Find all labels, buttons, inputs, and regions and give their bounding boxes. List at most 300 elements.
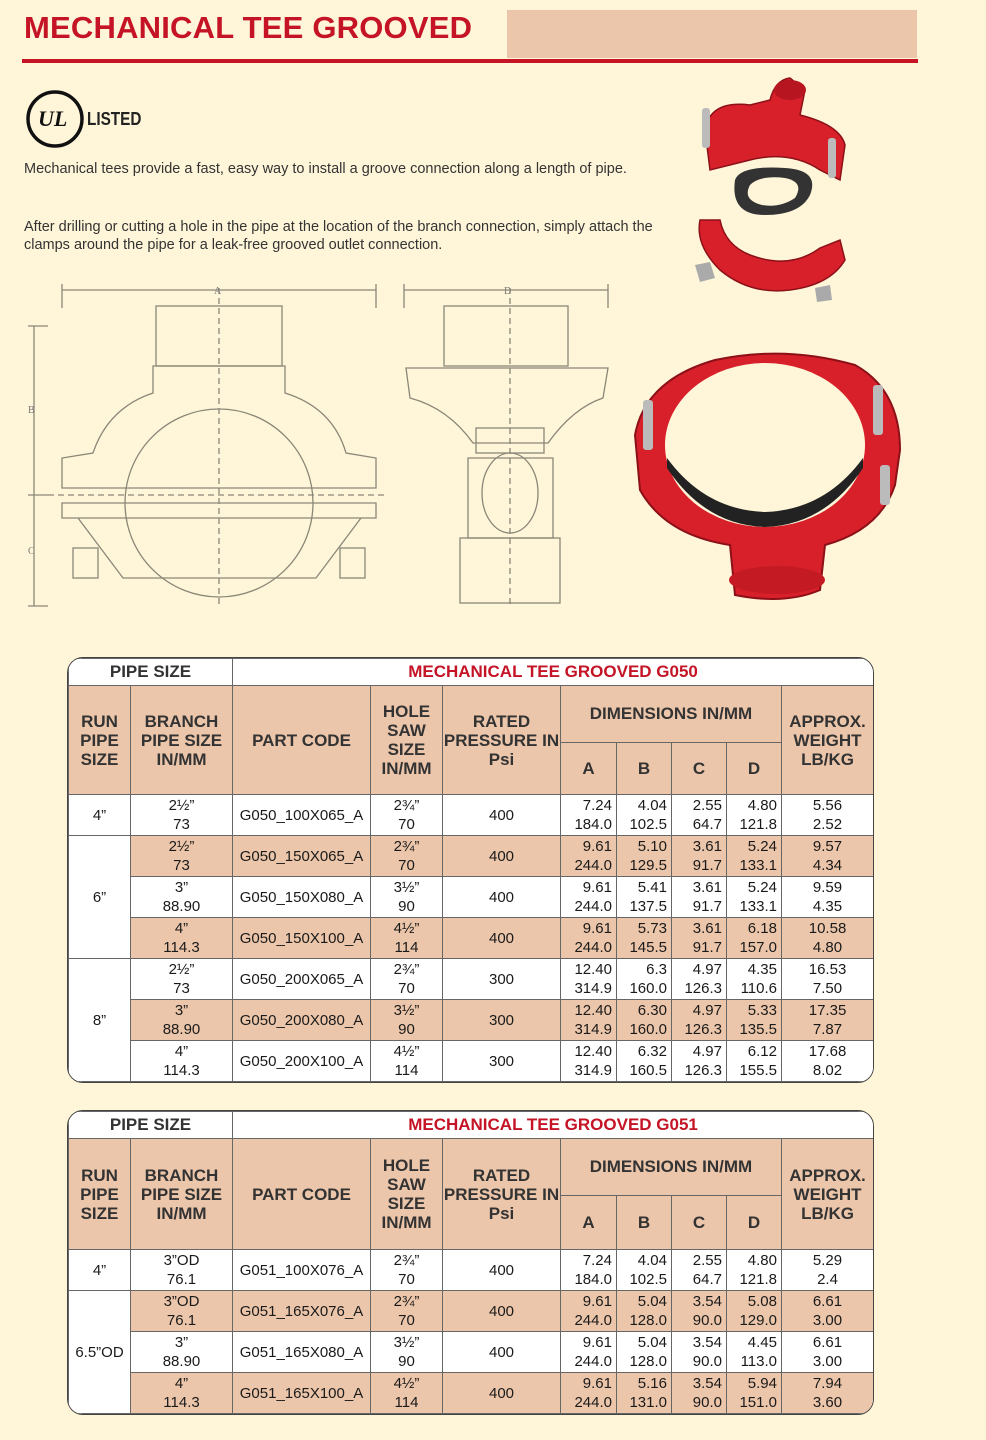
dim-a-cell-in: 9.61 bbox=[582, 838, 612, 855]
assembled-tee-photo bbox=[625, 340, 910, 610]
dim-d-cell-in: 4.35 bbox=[747, 961, 777, 978]
dim-b-cell bbox=[617, 795, 672, 836]
dim-d-header: D bbox=[727, 1196, 782, 1250]
dim-d-cell-in: 4.80 bbox=[747, 1252, 777, 1269]
part-code-cell: G050_200X100_A bbox=[233, 1041, 371, 1082]
table-row bbox=[69, 1250, 874, 1291]
table-row bbox=[69, 1000, 874, 1041]
title-band bbox=[507, 10, 917, 58]
table-row bbox=[69, 1041, 874, 1082]
dim-a-cell-mm: 244.0 bbox=[574, 1312, 612, 1329]
hole-saw-size-header: HOLE SAW SIZE IN/MM bbox=[371, 686, 443, 795]
dim-b-cell-in: 5.73 bbox=[637, 920, 667, 937]
dim-c-cell-in: 3.54 bbox=[692, 1334, 722, 1351]
dim-b-cell-mm: 102.5 bbox=[629, 1271, 667, 1288]
spec-table-g050 bbox=[67, 657, 874, 1083]
weight-cell bbox=[782, 1291, 874, 1332]
dim-a-cell-mm: 314.9 bbox=[574, 980, 612, 997]
hole-saw-cell-in: 2¾” bbox=[393, 1293, 420, 1310]
dim-c-cell bbox=[672, 836, 727, 877]
dim-c-cell bbox=[672, 1291, 727, 1332]
dim-b-cell-mm: 137.5 bbox=[629, 898, 667, 915]
dim-d-cell-in: 5.24 bbox=[747, 879, 777, 896]
dim-c-cell-mm: 91.7 bbox=[692, 898, 722, 915]
table-row bbox=[69, 836, 874, 877]
hole-saw-cell-mm: 70 bbox=[398, 980, 415, 997]
hole-saw-cell-in: 3½” bbox=[393, 1334, 420, 1351]
dim-a-cell-in: 12.40 bbox=[574, 1043, 612, 1060]
dim-c-cell-in: 4.97 bbox=[692, 1002, 722, 1019]
dim-a-cell-mm: 244.0 bbox=[574, 939, 612, 956]
dim-c-cell-mm: 126.3 bbox=[684, 1021, 722, 1038]
dim-a-header: A bbox=[561, 1196, 617, 1250]
drawing-label-b: B bbox=[28, 405, 35, 416]
hole-saw-cell bbox=[371, 1373, 443, 1414]
dim-a-cell bbox=[561, 1041, 617, 1082]
weight-cell-mm: 2.52 bbox=[812, 816, 843, 833]
pressure-cell: 400 bbox=[443, 1291, 561, 1332]
run-pipe-size-cell: 8” bbox=[69, 959, 131, 1082]
dim-d-cell bbox=[727, 1250, 782, 1291]
dim-a-cell-in: 7.24 bbox=[582, 797, 612, 814]
drawing-label-a: A bbox=[214, 286, 222, 297]
dim-b-cell-mm: 131.0 bbox=[629, 1394, 667, 1411]
weight-cell-mm: 7.87 bbox=[812, 1021, 843, 1038]
weight-cell-in: 6.61 bbox=[812, 1334, 843, 1351]
dim-b-cell-mm: 160.0 bbox=[629, 980, 667, 997]
dim-b-cell bbox=[617, 877, 672, 918]
dim-a-cell bbox=[561, 877, 617, 918]
part-code-cell: G051_165X076_A bbox=[233, 1291, 371, 1332]
dim-a-cell-in: 9.61 bbox=[582, 1375, 612, 1392]
hole-saw-cell-in: 3½” bbox=[393, 879, 420, 896]
table-row bbox=[69, 918, 874, 959]
dim-b-cell bbox=[617, 1000, 672, 1041]
dim-c-cell-in: 2.55 bbox=[692, 1252, 722, 1269]
dim-b-cell bbox=[617, 1041, 672, 1082]
branch-size-cell-in: 3” bbox=[174, 879, 189, 896]
dim-b-cell bbox=[617, 959, 672, 1000]
branch-size-cell bbox=[131, 836, 233, 877]
dim-d-cell-mm: 129.0 bbox=[739, 1312, 777, 1329]
hole-saw-cell bbox=[371, 1000, 443, 1041]
dim-c-cell-in: 4.97 bbox=[692, 1043, 722, 1060]
hole-saw-cell-in: 3½” bbox=[393, 1002, 420, 1019]
weight-cell-in: 9.57 bbox=[812, 838, 843, 855]
dim-c-header: C bbox=[672, 743, 727, 795]
branch-size-cell bbox=[131, 1291, 233, 1332]
dim-d-cell-mm: 113.0 bbox=[740, 1353, 777, 1370]
dim-c-cell bbox=[672, 1332, 727, 1373]
weight-cell-mm: 8.02 bbox=[812, 1062, 843, 1079]
part-code-header: PART CODE bbox=[233, 686, 371, 795]
dim-c-cell-in: 2.55 bbox=[692, 797, 722, 814]
weight-cell-in: 5.29 bbox=[812, 1252, 843, 1269]
dim-d-cell-in: 5.24 bbox=[747, 838, 777, 855]
branch-size-cell-mm: 76.1 bbox=[166, 1271, 197, 1288]
dim-d-cell-mm: 121.8 bbox=[739, 1271, 777, 1288]
hole-saw-cell-in: 2¾” bbox=[393, 961, 420, 978]
dim-a-header: A bbox=[561, 743, 617, 795]
branch-size-cell-mm: 88.90 bbox=[162, 898, 201, 915]
branch-size-cell-in: 2½” bbox=[168, 838, 195, 855]
dim-a-cell-mm: 314.9 bbox=[574, 1021, 612, 1038]
dim-d-cell-in: 4.80 bbox=[747, 797, 777, 814]
dim-b-cell bbox=[617, 836, 672, 877]
branch-pipe-size-header: BRANCH PIPE SIZE IN/MM bbox=[131, 1139, 233, 1250]
intro-paragraph-1: Mechanical tees provide a fast, easy way to install a groove connection along a length of pipe. bbox=[24, 161, 627, 177]
weight-cell-in: 17.68 bbox=[808, 1043, 847, 1060]
part-code-cell: G050_100X065_A bbox=[233, 795, 371, 836]
dim-a-cell-mm: 314.9 bbox=[574, 1062, 612, 1079]
weight-cell-in: 7.94 bbox=[812, 1375, 843, 1392]
hole-saw-cell bbox=[371, 1250, 443, 1291]
spec-table-g051 bbox=[67, 1110, 874, 1415]
weight-cell bbox=[782, 877, 874, 918]
dim-c-cell bbox=[672, 1000, 727, 1041]
hole-saw-cell bbox=[371, 877, 443, 918]
weight-cell bbox=[782, 1373, 874, 1414]
weight-cell bbox=[782, 918, 874, 959]
hole-saw-cell-mm: 70 bbox=[398, 1312, 415, 1329]
run-pipe-size-cell: 4” bbox=[69, 795, 131, 836]
dimension-drawing bbox=[28, 278, 618, 613]
dim-b-cell-in: 5.10 bbox=[637, 838, 667, 855]
branch-size-cell bbox=[131, 877, 233, 918]
dim-c-cell-mm: 90.0 bbox=[692, 1353, 722, 1370]
dim-a-cell-in: 7.24 bbox=[582, 1252, 612, 1269]
dim-d-cell-mm: 133.1 bbox=[739, 898, 777, 915]
drawing-label-c: C bbox=[28, 546, 35, 557]
weight-cell-mm: 4.34 bbox=[812, 857, 843, 874]
drawing-label-d: D bbox=[504, 286, 512, 297]
pressure-cell: 400 bbox=[443, 1332, 561, 1373]
dim-d-cell-mm: 151.0 bbox=[739, 1394, 777, 1411]
branch-size-cell bbox=[131, 918, 233, 959]
part-code-cell: G050_150X100_A bbox=[233, 918, 371, 959]
dim-d-cell-in: 5.08 bbox=[747, 1293, 777, 1310]
branch-size-cell-in: 4” bbox=[174, 920, 189, 937]
hole-saw-cell bbox=[371, 836, 443, 877]
dim-b-cell-mm: 102.5 bbox=[629, 816, 667, 833]
dim-b-cell-in: 6.32 bbox=[637, 1043, 667, 1060]
dim-c-cell-mm: 64.7 bbox=[692, 816, 722, 833]
page-title: MECHANICAL TEE GROOVED bbox=[24, 10, 473, 45]
weight-cell bbox=[782, 836, 874, 877]
pipe-size-header: PIPE SIZE bbox=[69, 1112, 233, 1139]
weight-cell-in: 6.61 bbox=[812, 1293, 843, 1310]
dim-d-cell bbox=[727, 836, 782, 877]
hole-saw-cell-mm: 114 bbox=[394, 1062, 419, 1079]
dim-c-cell-mm: 91.7 bbox=[692, 857, 722, 874]
branch-size-cell bbox=[131, 1000, 233, 1041]
dim-d-cell-in: 4.45 bbox=[747, 1334, 777, 1351]
dim-d-cell-in: 6.12 bbox=[747, 1043, 777, 1060]
part-code-cell: G051_165X100_A bbox=[233, 1373, 371, 1414]
dim-b-cell-in: 5.16 bbox=[637, 1375, 667, 1392]
dim-b-cell bbox=[617, 1373, 672, 1414]
hole-saw-cell bbox=[371, 1291, 443, 1332]
hole-saw-cell-in: 4½” bbox=[393, 1375, 420, 1392]
table-row bbox=[69, 1291, 874, 1332]
dim-c-cell-in: 3.61 bbox=[692, 838, 722, 855]
branch-size-cell bbox=[131, 1373, 233, 1414]
dim-d-cell-mm: 135.5 bbox=[739, 1021, 777, 1038]
weight-cell-mm: 7.50 bbox=[812, 980, 843, 997]
pipe-size-header: PIPE SIZE bbox=[69, 659, 233, 686]
weight-cell-mm: 3.00 bbox=[812, 1353, 843, 1370]
part-code-cell: G050_200X080_A bbox=[233, 1000, 371, 1041]
hole-saw-cell bbox=[371, 1332, 443, 1373]
run-pipe-size-cell: 6.5”OD bbox=[69, 1291, 131, 1414]
dim-c-cell-in: 3.54 bbox=[692, 1293, 722, 1310]
hole-saw-cell-mm: 90 bbox=[398, 1353, 415, 1370]
weight-cell bbox=[782, 1250, 874, 1291]
branch-size-cell bbox=[131, 1250, 233, 1291]
pressure-cell: 400 bbox=[443, 1250, 561, 1291]
weight-cell-in: 17.35 bbox=[808, 1002, 847, 1019]
branch-size-cell-in: 3”OD bbox=[163, 1293, 200, 1310]
dim-d-cell-in: 5.94 bbox=[747, 1375, 777, 1392]
dim-a-cell bbox=[561, 1000, 617, 1041]
dim-c-cell bbox=[672, 1373, 727, 1414]
branch-size-cell-in: 2½” bbox=[168, 797, 195, 814]
hole-saw-cell-mm: 90 bbox=[398, 898, 415, 915]
dim-c-cell-in: 4.97 bbox=[692, 961, 722, 978]
dim-c-cell-mm: 126.3 bbox=[684, 980, 722, 997]
dim-a-cell-in: 9.61 bbox=[582, 1293, 612, 1310]
dim-c-cell-mm: 90.0 bbox=[692, 1312, 722, 1329]
hole-saw-cell-in: 2¾” bbox=[393, 797, 420, 814]
approx-weight-header: APPROX. WEIGHT LB/KG bbox=[782, 1139, 874, 1250]
run-pipe-size-header: RUN PIPE SIZE bbox=[69, 686, 131, 795]
branch-size-cell-mm: 88.90 bbox=[162, 1353, 201, 1370]
dim-b-cell-mm: 160.0 bbox=[629, 1021, 667, 1038]
hole-saw-cell-in: 2¾” bbox=[393, 1252, 420, 1269]
table-row bbox=[69, 1332, 874, 1373]
branch-size-cell-mm: 114.3 bbox=[163, 1394, 200, 1411]
branch-size-cell-in: 3” bbox=[174, 1002, 189, 1019]
branch-size-cell-in: 3” bbox=[174, 1334, 189, 1351]
dim-c-cell-mm: 91.7 bbox=[692, 939, 722, 956]
branch-size-cell-mm: 114.3 bbox=[163, 1062, 200, 1079]
branch-size-cell-in: 4” bbox=[174, 1375, 189, 1392]
dim-d-cell bbox=[727, 918, 782, 959]
ul-listed-logo bbox=[24, 88, 88, 150]
dim-b-cell-in: 6.3 bbox=[646, 961, 667, 978]
dim-c-cell-in: 3.54 bbox=[692, 1375, 722, 1392]
table-row bbox=[69, 959, 874, 1000]
hole-saw-cell-mm: 114 bbox=[394, 1394, 419, 1411]
dim-d-cell-mm: 110.6 bbox=[740, 980, 777, 997]
dim-a-cell bbox=[561, 959, 617, 1000]
weight-cell bbox=[782, 1000, 874, 1041]
dim-d-cell bbox=[727, 795, 782, 836]
run-pipe-size-cell: 6” bbox=[69, 836, 131, 959]
branch-size-cell bbox=[131, 959, 233, 1000]
dim-b-cell bbox=[617, 918, 672, 959]
dimensions-header: DIMENSIONS IN/MM bbox=[561, 1139, 782, 1196]
dim-a-cell-mm: 244.0 bbox=[574, 898, 612, 915]
rated-pressure-header: RATED PRESSURE IN Psi bbox=[443, 686, 561, 795]
dim-c-cell bbox=[672, 1250, 727, 1291]
hole-saw-cell-in: 2¾” bbox=[393, 838, 420, 855]
part-code-cell: G050_150X065_A bbox=[233, 836, 371, 877]
dim-a-cell-in: 9.61 bbox=[582, 1334, 612, 1351]
dim-a-cell-mm: 244.0 bbox=[574, 1353, 612, 1370]
hole-saw-cell-mm: 70 bbox=[398, 816, 415, 833]
dim-c-cell bbox=[672, 918, 727, 959]
branch-size-cell-mm: 114.3 bbox=[163, 939, 200, 956]
part-code-cell: G051_165X080_A bbox=[233, 1332, 371, 1373]
dim-b-cell-in: 4.04 bbox=[637, 1252, 667, 1269]
weight-cell bbox=[782, 1332, 874, 1373]
dim-c-cell-in: 3.61 bbox=[692, 920, 722, 937]
dim-d-cell-in: 5.33 bbox=[747, 1002, 777, 1019]
dim-b-cell-mm: 128.0 bbox=[629, 1353, 667, 1370]
weight-cell-in: 16.53 bbox=[808, 961, 847, 978]
pressure-cell: 400 bbox=[443, 836, 561, 877]
dim-b-cell-mm: 129.5 bbox=[629, 857, 667, 874]
dim-d-cell-mm: 155.5 bbox=[739, 1062, 777, 1079]
branch-size-cell bbox=[131, 1041, 233, 1082]
dim-c-cell-mm: 126.3 bbox=[684, 1062, 722, 1079]
hole-saw-cell-mm: 70 bbox=[398, 1271, 415, 1288]
dim-d-cell bbox=[727, 1373, 782, 1414]
dim-b-header: B bbox=[617, 743, 672, 795]
dim-a-cell bbox=[561, 836, 617, 877]
branch-size-cell-mm: 73 bbox=[173, 816, 190, 833]
part-code-cell: G050_200X065_A bbox=[233, 959, 371, 1000]
table-body bbox=[69, 795, 874, 1082]
weight-cell-mm: 4.80 bbox=[812, 939, 843, 956]
table-title: MECHANICAL TEE GROOVED G051 bbox=[233, 1112, 874, 1139]
dim-a-cell-in: 12.40 bbox=[574, 1002, 612, 1019]
branch-size-cell-in: 4” bbox=[174, 1043, 189, 1060]
exploded-tee-photo bbox=[680, 70, 880, 305]
part-code-cell: G051_100X076_A bbox=[233, 1250, 371, 1291]
weight-cell-in: 10.58 bbox=[808, 920, 847, 937]
branch-size-cell bbox=[131, 1332, 233, 1373]
intro-paragraph-2: After drilling or cutting a hole in the pipe at the location of the branch connection, simply attach the clamps around the pipe for a leak-free grooved outlet connection. bbox=[24, 219, 653, 253]
weight-cell-mm: 3.00 bbox=[812, 1312, 843, 1329]
weight-cell-mm: 4.35 bbox=[812, 898, 843, 915]
dim-d-cell bbox=[727, 959, 782, 1000]
dim-b-cell-in: 5.41 bbox=[637, 879, 667, 896]
weight-cell bbox=[782, 795, 874, 836]
dim-a-cell-in: 9.61 bbox=[582, 920, 612, 937]
part-code-cell: G050_150X080_A bbox=[233, 877, 371, 918]
dim-a-cell bbox=[561, 1291, 617, 1332]
dim-c-cell bbox=[672, 1041, 727, 1082]
dim-b-cell-mm: 128.0 bbox=[629, 1312, 667, 1329]
branch-size-cell-mm: 76.1 bbox=[166, 1312, 197, 1329]
weight-cell bbox=[782, 959, 874, 1000]
pressure-cell: 300 bbox=[443, 1041, 561, 1082]
dim-c-cell bbox=[672, 877, 727, 918]
dim-a-cell bbox=[561, 1332, 617, 1373]
dim-d-cell bbox=[727, 1041, 782, 1082]
dim-a-cell-mm: 244.0 bbox=[574, 1394, 612, 1411]
weight-cell bbox=[782, 1041, 874, 1082]
dim-d-cell bbox=[727, 1291, 782, 1332]
approx-weight-header: APPROX. WEIGHT LB/KG bbox=[782, 686, 874, 795]
hole-saw-cell bbox=[371, 959, 443, 1000]
dim-b-cell bbox=[617, 1291, 672, 1332]
part-code-header: PART CODE bbox=[233, 1139, 371, 1250]
dim-b-header: B bbox=[617, 1196, 672, 1250]
title-rule bbox=[22, 59, 918, 63]
dim-c-cell bbox=[672, 959, 727, 1000]
dim-d-cell bbox=[727, 877, 782, 918]
pressure-cell: 400 bbox=[443, 918, 561, 959]
dim-a-cell-mm: 244.0 bbox=[574, 857, 612, 874]
dim-c-header: C bbox=[672, 1196, 727, 1250]
weight-cell-in: 5.56 bbox=[812, 797, 843, 814]
pressure-cell: 300 bbox=[443, 1000, 561, 1041]
dim-b-cell-mm: 145.5 bbox=[629, 939, 667, 956]
dim-b-cell bbox=[617, 1250, 672, 1291]
hole-saw-cell-in: 4½” bbox=[393, 920, 420, 937]
hole-saw-cell bbox=[371, 1041, 443, 1082]
dim-a-cell bbox=[561, 1250, 617, 1291]
dim-b-cell bbox=[617, 1332, 672, 1373]
branch-size-cell-in: 2½” bbox=[168, 961, 195, 978]
dim-b-cell-mm: 160.5 bbox=[629, 1062, 667, 1079]
table-row bbox=[69, 877, 874, 918]
table-row bbox=[69, 795, 874, 836]
dim-a-cell-in: 9.61 bbox=[582, 879, 612, 896]
branch-size-cell-mm: 88.90 bbox=[162, 1021, 201, 1038]
branch-size-cell-mm: 73 bbox=[173, 857, 190, 874]
ul-mark-text: UL bbox=[38, 106, 68, 131]
table-body bbox=[69, 1250, 874, 1414]
dim-b-cell-in: 5.04 bbox=[637, 1293, 667, 1310]
hole-saw-cell-mm: 114 bbox=[394, 939, 419, 956]
ul-listed-label: LISTED bbox=[87, 109, 142, 129]
weight-cell-mm: 2.4 bbox=[817, 1271, 838, 1288]
table-row bbox=[69, 1373, 874, 1414]
dimensions-header: DIMENSIONS IN/MM bbox=[561, 686, 782, 743]
hole-saw-cell bbox=[371, 918, 443, 959]
hole-saw-cell bbox=[371, 795, 443, 836]
dim-d-cell bbox=[727, 1332, 782, 1373]
hole-saw-cell-in: 4½” bbox=[393, 1043, 420, 1060]
dim-c-cell-mm: 64.7 bbox=[692, 1271, 722, 1288]
dim-d-header: D bbox=[727, 743, 782, 795]
dim-b-cell-in: 6.30 bbox=[637, 1002, 667, 1019]
hole-saw-size-header: HOLE SAW SIZE IN/MM bbox=[371, 1139, 443, 1250]
pressure-cell: 400 bbox=[443, 1373, 561, 1414]
pressure-cell: 400 bbox=[443, 877, 561, 918]
run-pipe-size-cell: 4” bbox=[69, 1250, 131, 1291]
branch-size-cell-in: 3”OD bbox=[163, 1252, 200, 1269]
dim-a-cell bbox=[561, 1373, 617, 1414]
dim-b-cell-in: 4.04 bbox=[637, 797, 667, 814]
dim-a-cell-in: 12.40 bbox=[574, 961, 612, 978]
dim-c-cell-in: 3.61 bbox=[692, 879, 722, 896]
dim-d-cell-mm: 121.8 bbox=[739, 816, 777, 833]
rated-pressure-header: RATED PRESSURE IN Psi bbox=[443, 1139, 561, 1250]
table-title: MECHANICAL TEE GROOVED G050 bbox=[233, 659, 874, 686]
branch-size-cell bbox=[131, 795, 233, 836]
hole-saw-cell-mm: 90 bbox=[398, 1021, 415, 1038]
run-pipe-size-header: RUN PIPE SIZE bbox=[69, 1139, 131, 1250]
dim-d-cell-mm: 157.0 bbox=[739, 939, 777, 956]
branch-pipe-size-header: BRANCH PIPE SIZE IN/MM bbox=[131, 686, 233, 795]
dim-d-cell-mm: 133.1 bbox=[739, 857, 777, 874]
dim-a-cell-mm: 184.0 bbox=[574, 816, 612, 833]
